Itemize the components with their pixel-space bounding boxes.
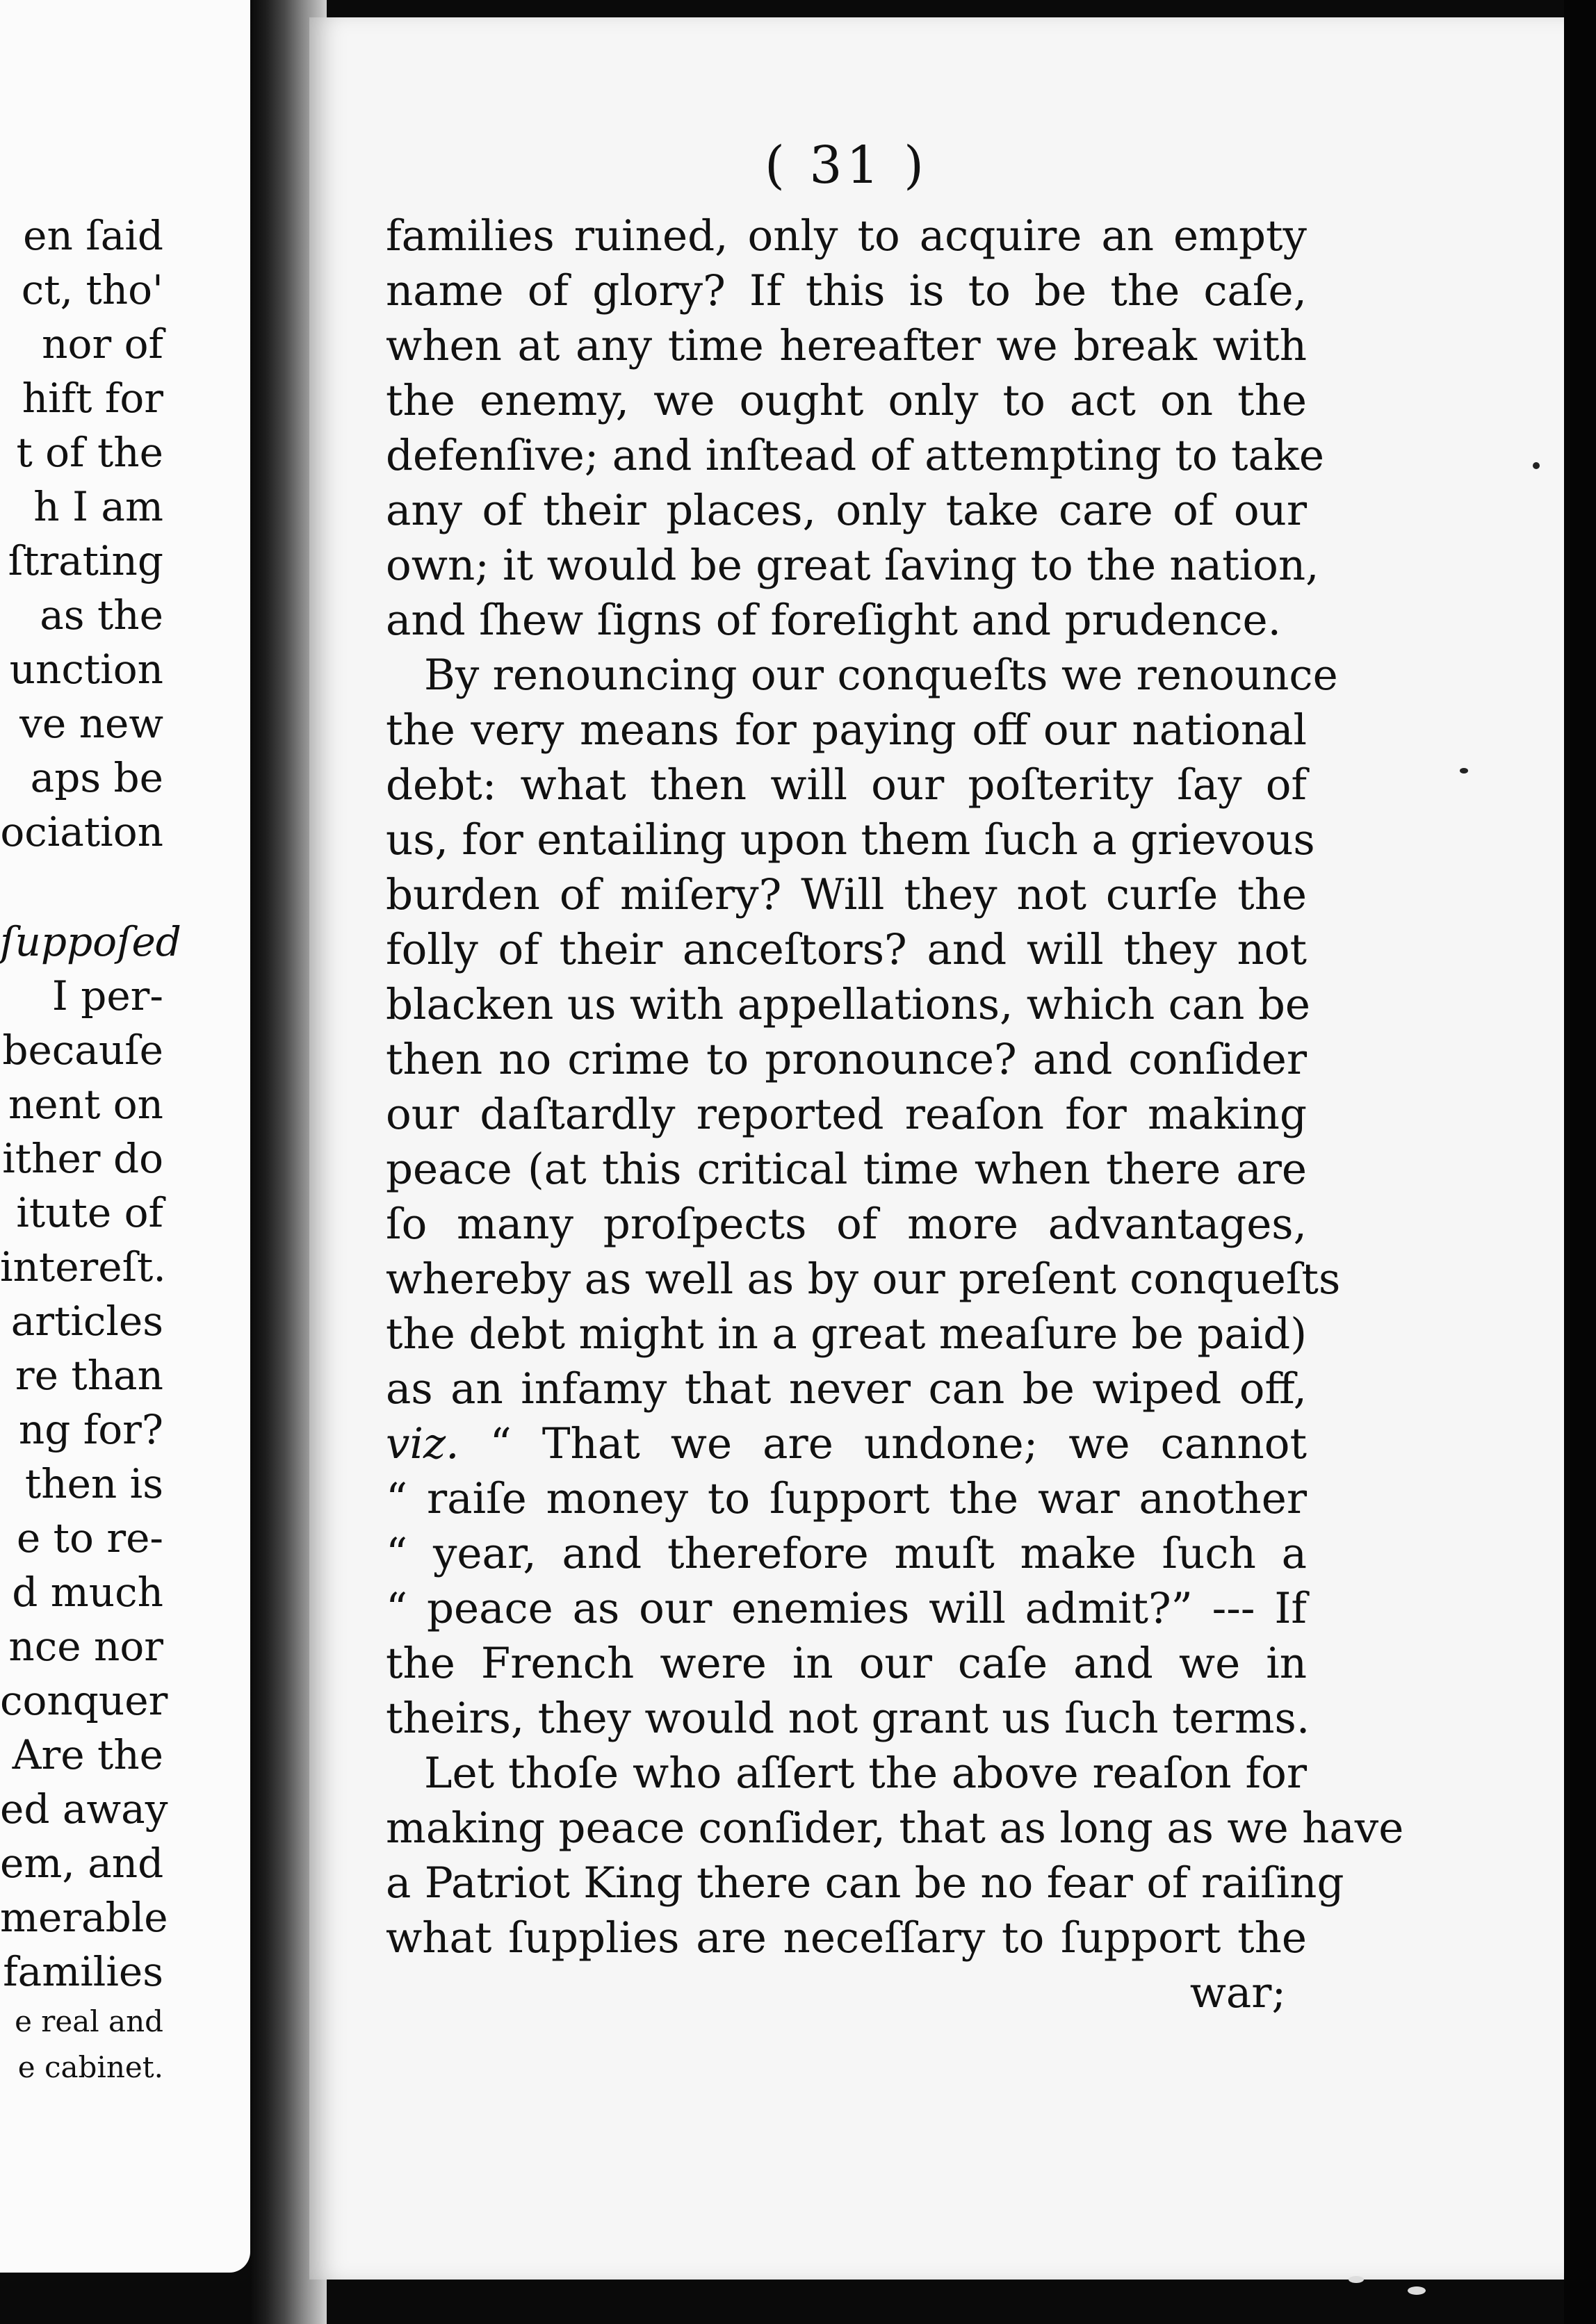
facing-page-line: Are the bbox=[12, 1731, 163, 1778]
body-line: debt: what then will our poſterity ſay of bbox=[386, 760, 1307, 810]
body-line: folly of their anceſtors? and will they not bbox=[386, 925, 1307, 974]
body-line: the French were in our caſe and we in bbox=[386, 1639, 1307, 1688]
body-line: blacken us with appellations, which can be bbox=[386, 980, 1310, 1029]
facing-page-line: I per- bbox=[51, 972, 163, 1020]
page-number: ( 31 ) bbox=[765, 136, 928, 195]
facing-page-line: t of the bbox=[16, 429, 163, 476]
facing-page-line: nor of bbox=[42, 320, 163, 368]
ink-speck bbox=[1460, 768, 1468, 774]
facing-page-line: ſtrating bbox=[8, 537, 163, 584]
body-line: and ſhew ſigns of foreſight and prudence. bbox=[386, 596, 1282, 645]
body-line: whereby as well as by our preſent conqueſts bbox=[386, 1254, 1341, 1304]
facing-page-line: en ſaid bbox=[23, 212, 163, 259]
facing-page-line: nent on bbox=[8, 1081, 163, 1128]
scan-border-right bbox=[1564, 0, 1596, 2324]
body-line: “ raiſe money to ſupport the war another bbox=[386, 1474, 1307, 1523]
ink-speck bbox=[1349, 2276, 1364, 2283]
catchword: war; bbox=[1189, 1968, 1286, 2018]
facing-page-line: ociation bbox=[0, 808, 163, 856]
body-line: defenſive; and inſtead of attempting to take bbox=[386, 431, 1324, 480]
body-line: Let thoſe who aſſert the above reaſon for bbox=[424, 1749, 1307, 1798]
body-line: By renouncing our conqueſts we renounce bbox=[424, 650, 1338, 700]
body-line: “ peace as our enemies will admit?” --- If bbox=[386, 1584, 1307, 1633]
facing-page-line: e to re- bbox=[16, 1514, 163, 1562]
page-body-text bbox=[386, 208, 1404, 2020]
body-line: our daſtardly reported reaſon for making bbox=[386, 1090, 1307, 1139]
facing-page-line: ſuppoſed bbox=[0, 918, 181, 965]
facing-page-line: unction bbox=[9, 646, 163, 693]
facing-page-line: nce nor bbox=[8, 1623, 163, 1670]
body-line: the debt might in a great meaſure be paid) bbox=[386, 1309, 1307, 1359]
body-line: the very means for paying off our national bbox=[386, 705, 1307, 755]
facing-page-line: ct, tho' bbox=[21, 266, 163, 313]
ink-speck bbox=[1533, 462, 1540, 469]
facing-page-line: as the bbox=[40, 591, 163, 639]
body-line: the enemy, we ought only to act on the bbox=[386, 376, 1307, 425]
facing-page-line: re than bbox=[15, 1352, 163, 1399]
ink-speck bbox=[1408, 2286, 1426, 2295]
facing-page-line: ve new bbox=[19, 700, 163, 747]
facing-page-line: ither do bbox=[2, 1135, 163, 1182]
body-line: own; it would be great ſaving to the nation, bbox=[386, 541, 1319, 590]
facing-page-line: conquer bbox=[0, 1677, 168, 1724]
facing-page-line: em, and bbox=[0, 1840, 164, 1887]
body-line: as an infamy that never can be wiped off, bbox=[386, 1364, 1307, 1414]
facing-page-line: families bbox=[3, 1948, 163, 1995]
body-line: a Patriot King there can be no fear of raiſing bbox=[386, 1858, 1344, 1908]
facing-page-text bbox=[0, 208, 181, 2090]
body-line: what ſupplies are neceſſary to ſupport the bbox=[386, 1913, 1307, 1963]
facing-page-line: intereſt. bbox=[0, 1243, 166, 1291]
facing-page-line: becauſe bbox=[2, 1026, 163, 1074]
facing-page-line: then is bbox=[24, 1460, 163, 1507]
body-line: then no crime to pronounce? and conſider bbox=[386, 1035, 1307, 1084]
facing-page-left bbox=[0, 0, 250, 2273]
facing-page-line: ng for? bbox=[18, 1406, 163, 1453]
facing-page-line: aps be bbox=[30, 754, 163, 801]
body-line: when at any time hereafter we break with bbox=[386, 321, 1307, 370]
body-line: us, for entailing upon them ſuch a grievous bbox=[386, 815, 1315, 865]
body-line: peace (at this critical time when there are bbox=[386, 1145, 1307, 1194]
facing-page-line: d much bbox=[12, 1569, 163, 1616]
body-line: any of their places, only take care of our bbox=[386, 486, 1307, 535]
facing-page-line: h I am bbox=[33, 483, 163, 530]
viz-abbreviation: viz. bbox=[386, 1419, 459, 1468]
body-line: name of glory? If this is to be the caſe, bbox=[386, 266, 1307, 316]
body-line: theirs, they would not grant us ſuch terms. bbox=[386, 1694, 1310, 1743]
body-line: “ year, and therefore muſt make ſuch a bbox=[386, 1529, 1307, 1578]
facing-page-line: itute of bbox=[16, 1189, 163, 1236]
body-line: families ruined, only to acquire an empty bbox=[386, 211, 1307, 261]
facing-page-line: articles bbox=[10, 1298, 163, 1345]
body-line: making peace conſider, that as long as we have bbox=[386, 1803, 1404, 1853]
facing-page-line: merable bbox=[0, 1894, 168, 1941]
body-line: ſo many proſpects of more advantages, bbox=[386, 1200, 1307, 1249]
body-line: viz. “ That we are undone; we cannot bbox=[386, 1419, 1307, 1468]
facing-page-line: ed away bbox=[0, 1785, 168, 1833]
facing-page-line: hift for bbox=[22, 375, 163, 422]
body-line: burden of miſery? Will they not curſe the bbox=[386, 870, 1307, 919]
facing-page-line: e real and bbox=[15, 2004, 163, 2038]
facing-page-gap bbox=[0, 859, 163, 915]
facing-page-line: e cabinet. bbox=[17, 2050, 163, 2084]
